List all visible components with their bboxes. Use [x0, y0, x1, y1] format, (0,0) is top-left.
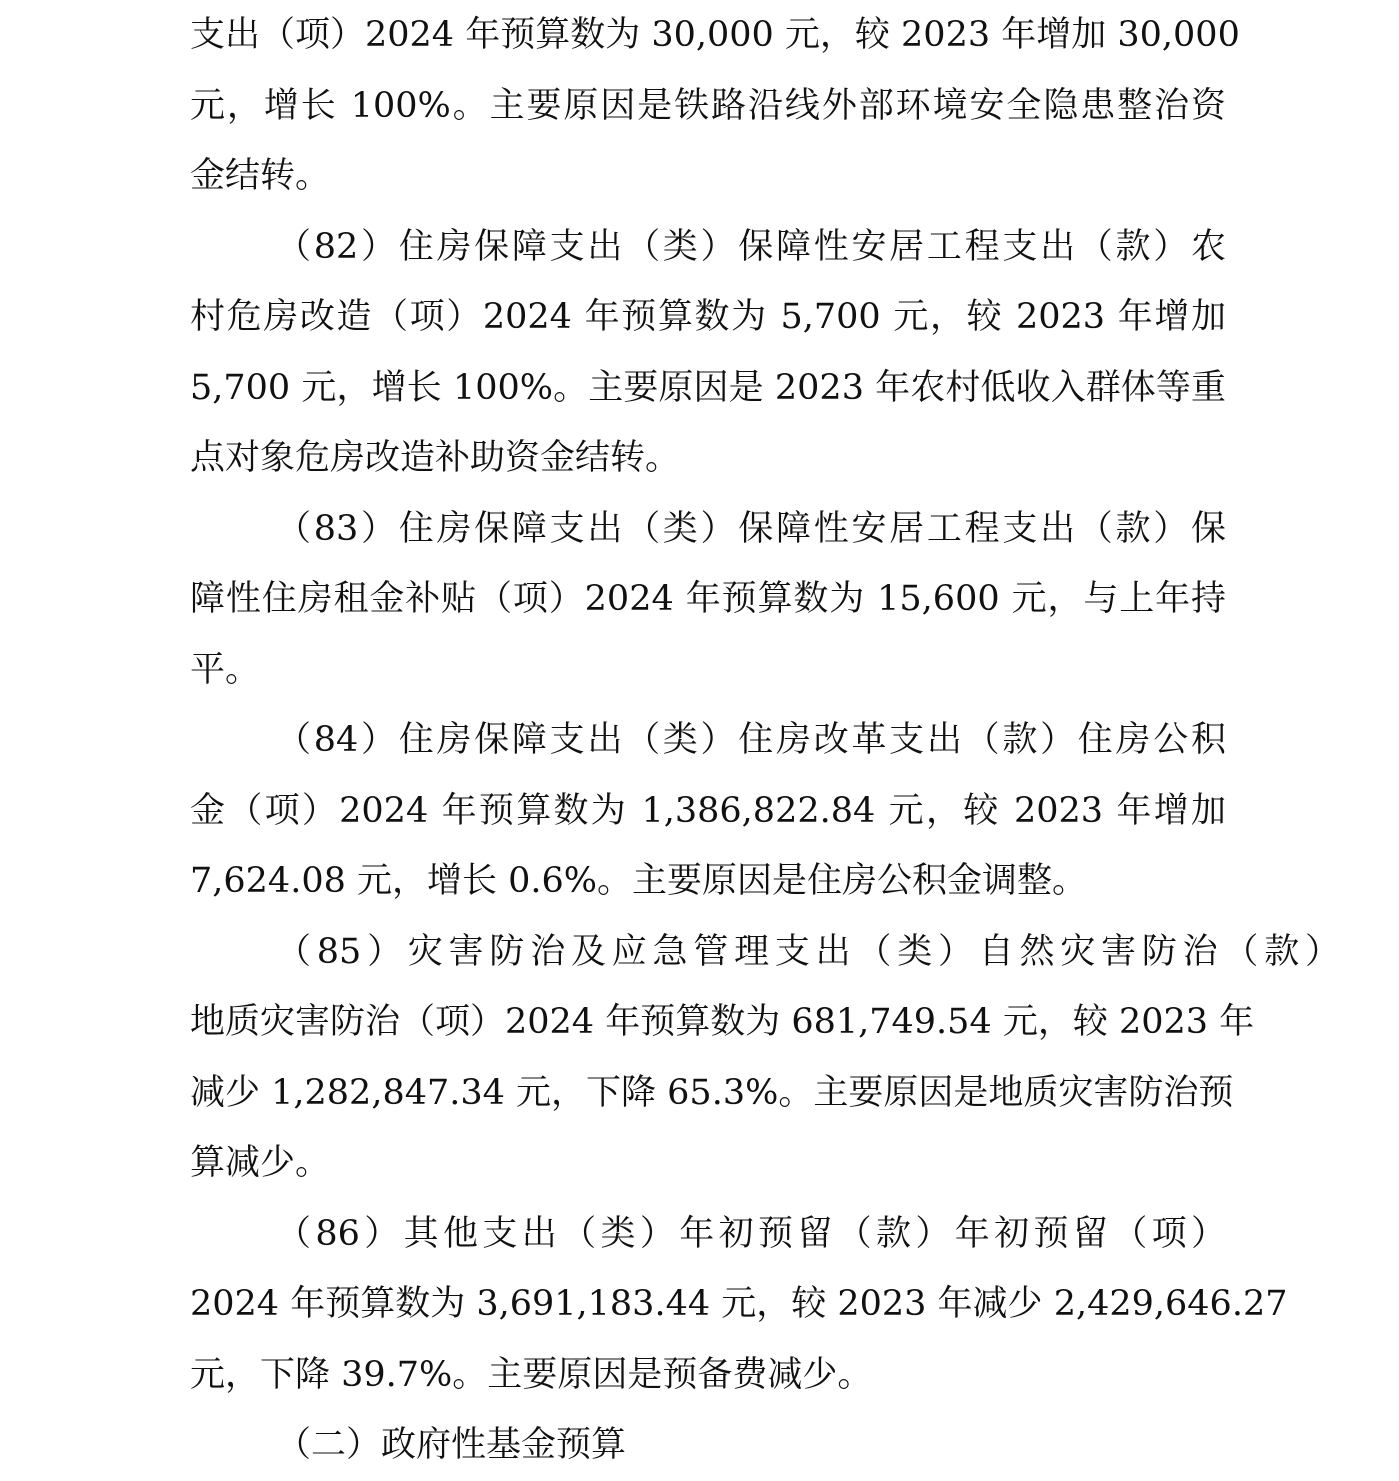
text-line: 支出（项）2024 年预算数为 30,000 元，较 2023 年增加 30,000: [190, 15, 1240, 55]
section-heading: （二）政府性基金预算: [276, 1425, 627, 1465]
text-line: 障性住房租金补贴（项）2024 年预算数为 15,600 元，与上年持: [190, 579, 1226, 619]
text-line: 村危房改造（项）2024 年预算数为 5,700 元，较 2023 年增加: [190, 297, 1226, 337]
text-line: （86）其他支出（类）年初预留（款）年初预留（项）: [276, 1213, 1226, 1254]
text-line: 2024 年预算数为 3,691,183.44 元，较 2023 年减少 2,429,646.27: [190, 1284, 1288, 1324]
text-line: 平。: [190, 649, 261, 690]
text-line: 元，下降 39.7%。主要原因是预备费减少。: [190, 1354, 873, 1395]
text-line: （82）住房保障支出（类）保障性安居工程支出（款）农: [276, 226, 1226, 267]
text-line: （85）灾害防治及应急管理支出（类）自然灾害防治（款）: [276, 931, 1340, 972]
paragraph-item-84: [190, 705, 1226, 917]
paragraph-item-82: [190, 212, 1226, 494]
text-line: 点对象危房改造补助资金结转。: [190, 438, 681, 478]
text-line: 减少 1,282,847.34 元，下降 65.3%。主要原因是地质灾害防治预: [190, 1072, 1234, 1113]
text-line: （83）住房保障支出（类）保障性安居工程支出（款）保: [276, 508, 1226, 549]
text-line: （84）住房保障支出（类）住房改革支出（款）住房公积: [276, 720, 1226, 760]
text-line: 5,700 元，增长 100%。主要原因是 2023 年农村低收入群体等重: [190, 367, 1226, 408]
text-line: 地质灾害防治（项）2024 年预算数为 681,749.54 元，较 2023 年: [190, 1002, 1255, 1042]
text-line: 金（项）2024 年预算数为 1,386,822.84 元，较 2023 年增加: [190, 790, 1226, 831]
paragraph-continuation: [190, 0, 1240, 212]
text-line: 金结转。: [190, 156, 331, 196]
paragraph-item-86: [190, 1199, 1288, 1411]
text-line: 元，增长 100%。主要原因是铁路沿线外部环境安全隐患整治资: [190, 85, 1226, 126]
text-line: 算减少。: [190, 1143, 331, 1183]
text-line: 7,624.08 元，增长 0.6%。主要原因是住房公积金调整。: [190, 861, 1088, 901]
paragraph-item-85: [190, 917, 1340, 1199]
document-page: [190, 0, 1340, 1481]
paragraph-item-83: [190, 494, 1226, 706]
